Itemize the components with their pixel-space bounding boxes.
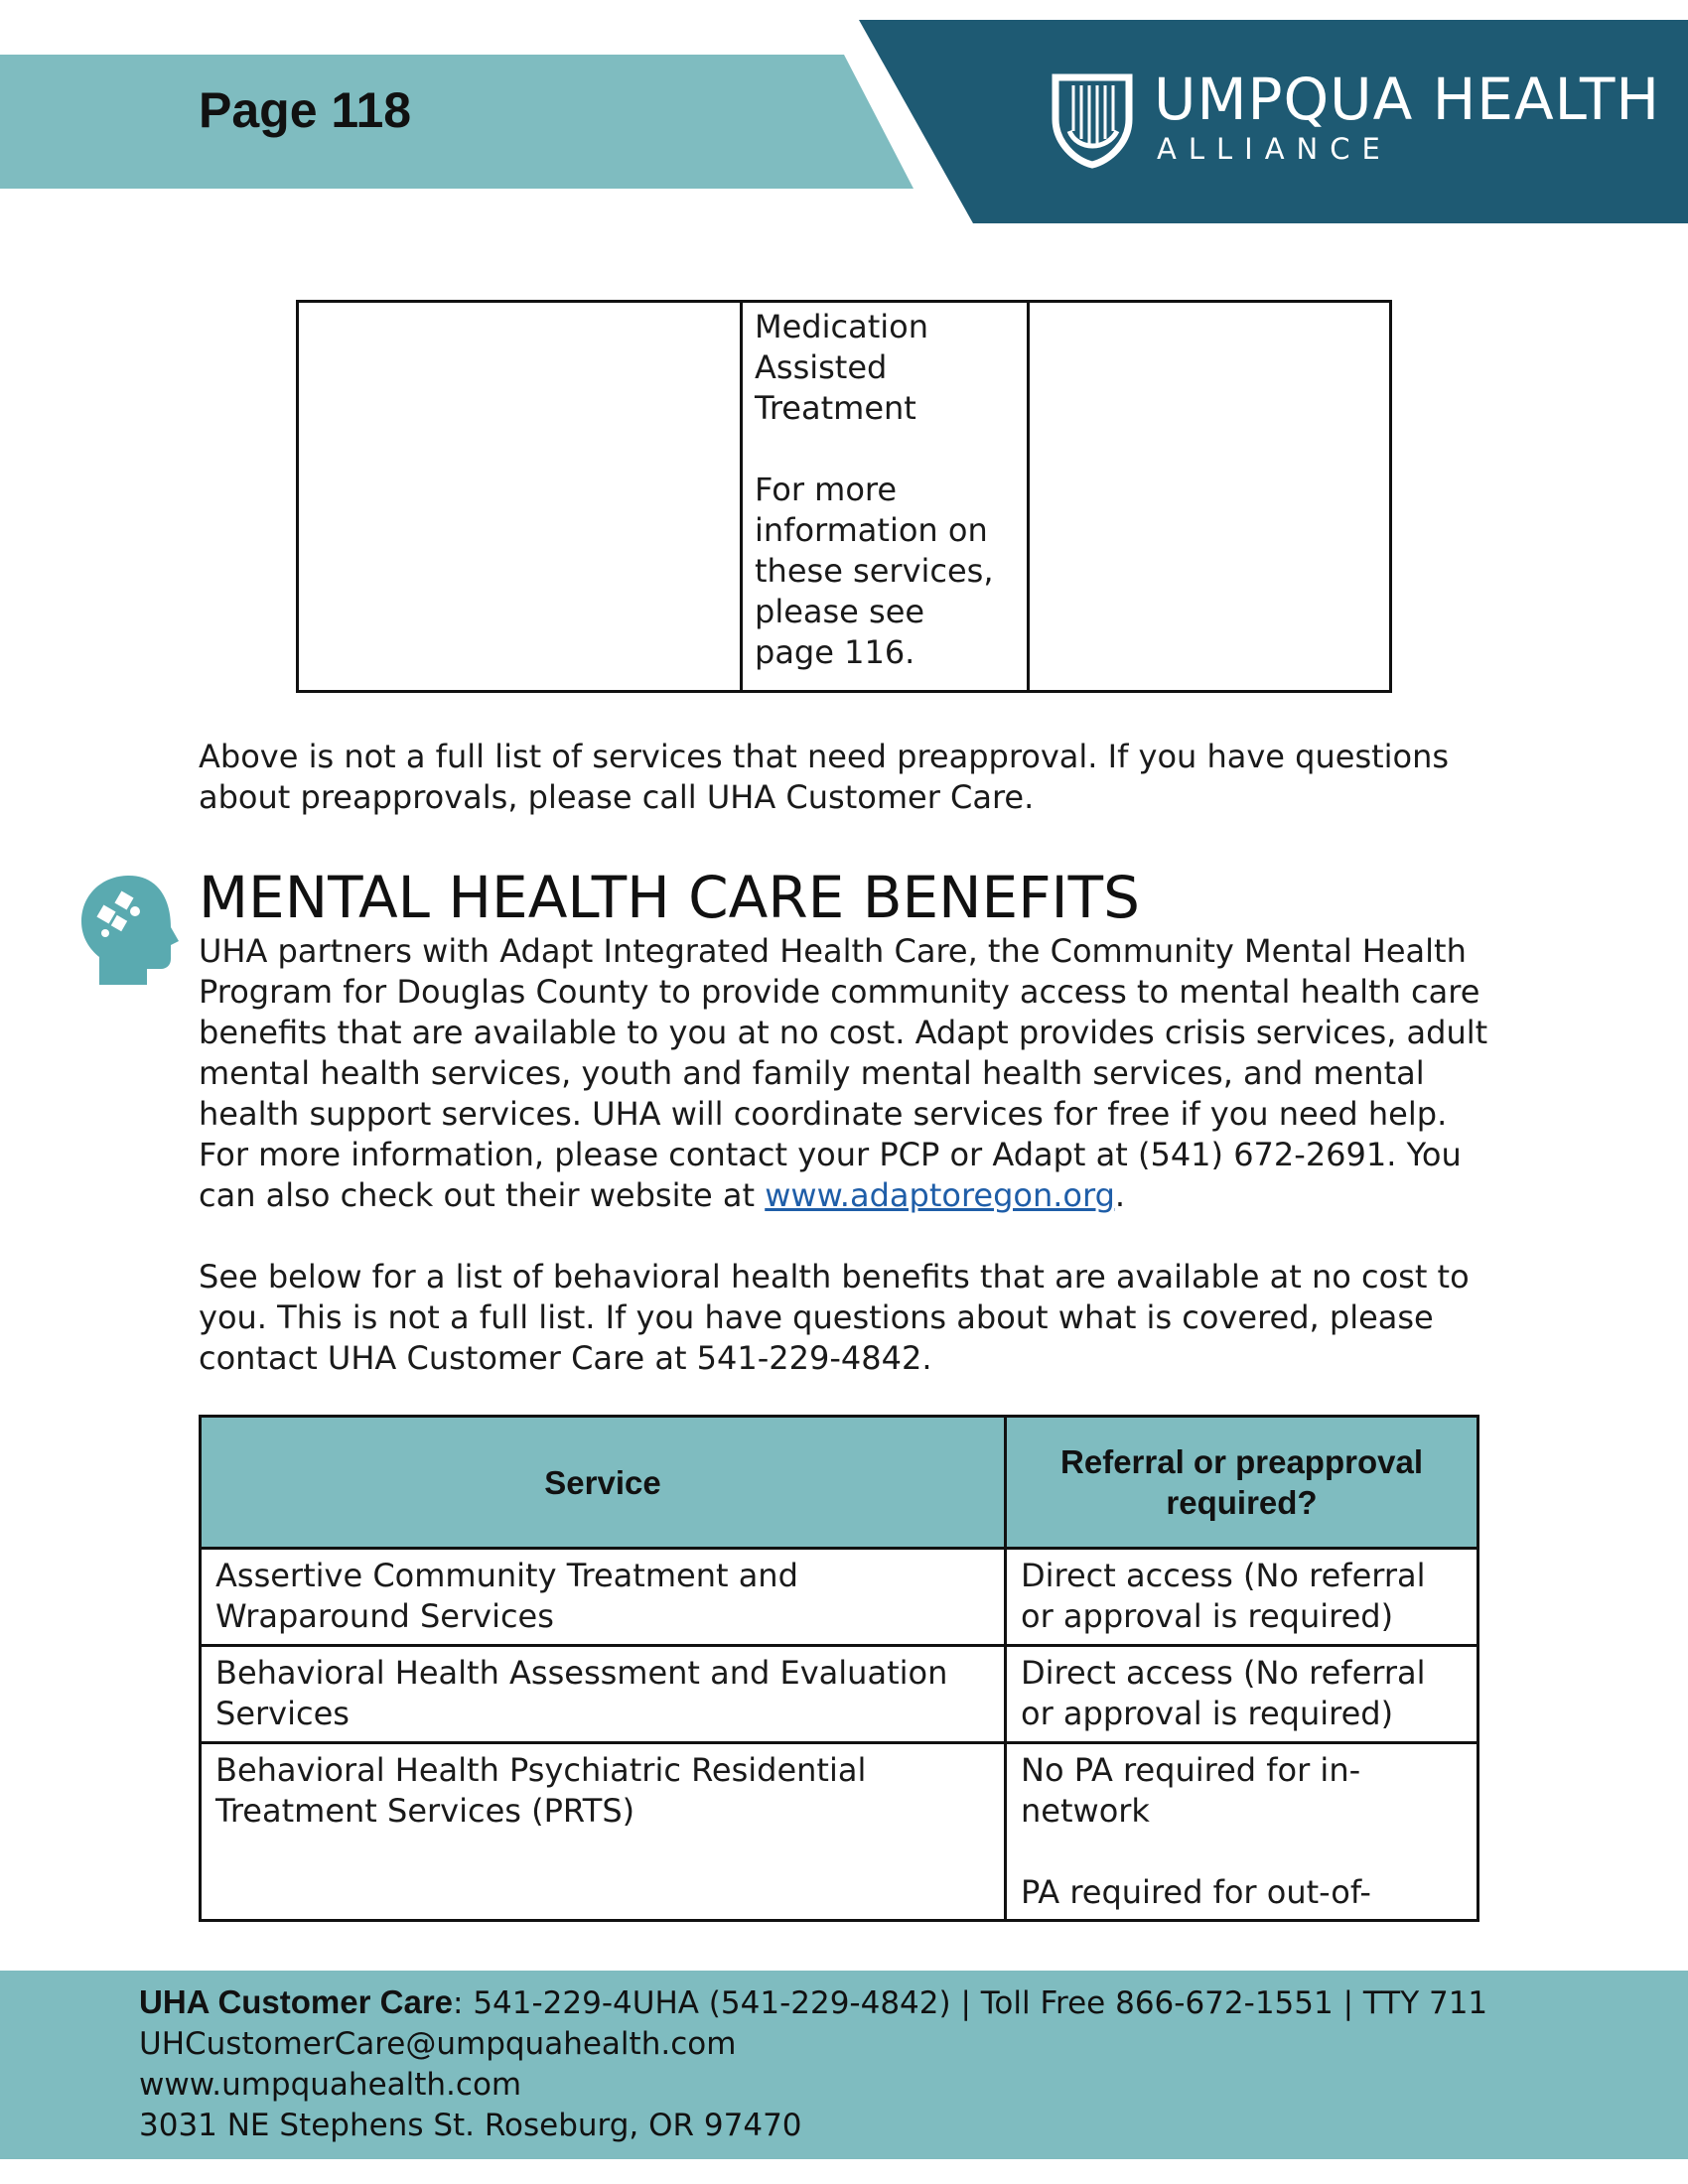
benefits-list-note: See below for a list of behavioral health benefits that are available at no cost to you. This is not a full list. If you have questions about what is covered, please contact UHA Customer Care at 541-229-4842. [199, 1258, 1470, 1377]
footer-website[interactable]: www.umpquahealth.com [139, 2067, 522, 2103]
table-row [201, 1646, 1478, 1743]
head-puzzle-icon [77, 872, 181, 989]
intro-suffix: . [1114, 1176, 1126, 1214]
service-cell: Behavioral Health Psychiatric Residential Treatment Services (PRTS) [201, 1743, 1006, 1921]
behavioral-health-benefits-table [199, 1415, 1479, 1922]
table-cell-empty [1029, 302, 1391, 692]
brand-subtitle: ALLIANCE [1157, 132, 1392, 166]
customer-care-label: UHA Customer Care [139, 1983, 454, 2020]
table-cell-empty [298, 302, 742, 692]
table-cell [742, 302, 1029, 692]
intro-text: UHA partners with Adapt Integrated Health Care, the Community Mental Health Program for Douglas County to provide community access to mental health care benefits that are available to you at no cost. Adapt provides crisis services, adult mental health services, youth and family mental health services, and mental health support services. UHA will coordinate services for free if you need help. For more information, please contact your PCP or Adapt at (541) 672-2691. You can also check out their website at [199, 932, 1488, 1214]
section-intro [199, 931, 1489, 1216]
service-cell: Assertive Community Treatment and Wraparound Services [201, 1549, 1006, 1646]
preapproval-table-continued [296, 300, 1392, 693]
footer-phones: : 541-229-4UHA (541-229-4842) | Toll Free 866-672-1551 | TTY 711 [453, 1985, 1488, 2021]
footer-address: 3031 NE Stephens St. Roseburg, OR 97470 [139, 2108, 802, 2143]
requirement-cell: Direct access (No referral or approval is required) [1006, 1549, 1478, 1646]
table-row [201, 1549, 1478, 1646]
table-row [298, 302, 1391, 692]
adapt-website-link[interactable]: www.adaptoregon.org [765, 1176, 1115, 1214]
mat-cell-text: Medication Assisted Treatment For more information on these services, please see page 116. [755, 308, 994, 671]
service-cell: Behavioral Health Assessment and Evaluation Services [201, 1646, 1006, 1743]
table-row [201, 1743, 1478, 1921]
brand-name: UMPQUA HEALTH [1154, 66, 1660, 133]
header-band-left [0, 55, 914, 189]
section-title: MENTAL HEALTH CARE BENEFITS [199, 864, 1140, 931]
requirement-cell: Direct access (No referral or approval is required) [1006, 1646, 1478, 1743]
requirement-cell: No PA required for in-network PA required for out-of- [1006, 1743, 1478, 1921]
footer-email[interactable]: UHCustomerCare@umpquahealth.com [139, 2026, 737, 2062]
column-header-referral: Referral or preapproval required? [1006, 1417, 1478, 1549]
footer-contact [139, 1981, 1487, 2146]
column-header-service: Service [201, 1417, 1006, 1549]
footer-line-phones [139, 1981, 1487, 2024]
preapproval-note: Above is not a full list of services that need preapproval. If you have questions about preapprovals, please call UHA Customer Care. [199, 738, 1450, 816]
table-header-row [201, 1417, 1478, 1549]
uha-logo-icon [1048, 71, 1167, 171]
page-number: Page 118 [199, 82, 412, 138]
